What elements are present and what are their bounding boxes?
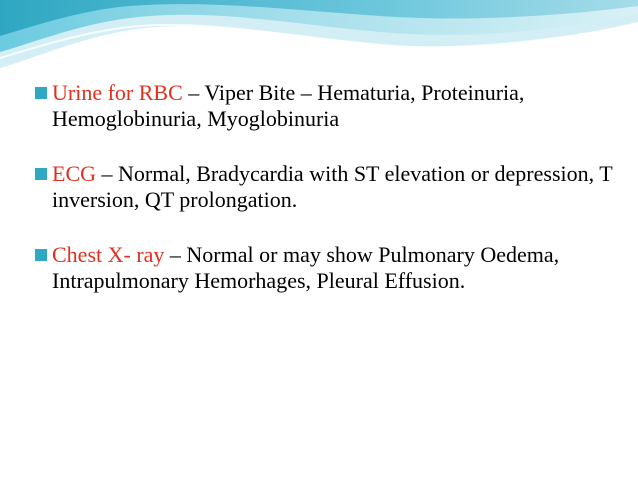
bullet-text: – Viper Bite – Hematuria, Proteinuria, Hemoglobinuria, Myoglobinuria [52, 80, 525, 131]
bullet-list [34, 80, 614, 323]
filled-square-bullet-icon [34, 86, 48, 100]
wave-banner [0, 0, 638, 75]
filled-square-bullet-icon [34, 248, 48, 262]
bullet-text: – Normal or may show Pulmonary Oedema, Intrapulmonary Hemorhages, Pleural Effusion. [52, 242, 560, 293]
bullet-item-ecg [34, 161, 614, 213]
bullet-item-urine-rbc [34, 80, 614, 132]
bullet-term: Chest X- ray [52, 242, 165, 267]
bullet-item-chest-xray [34, 242, 614, 294]
filled-square-bullet-icon [34, 167, 48, 181]
bullet-term: ECG [52, 161, 96, 186]
bullet-term: Urine for RBC [52, 80, 183, 105]
bullet-text: – Normal, Bradycardia with ST elevation or depression, T inversion, QT prolongation. [52, 161, 613, 212]
